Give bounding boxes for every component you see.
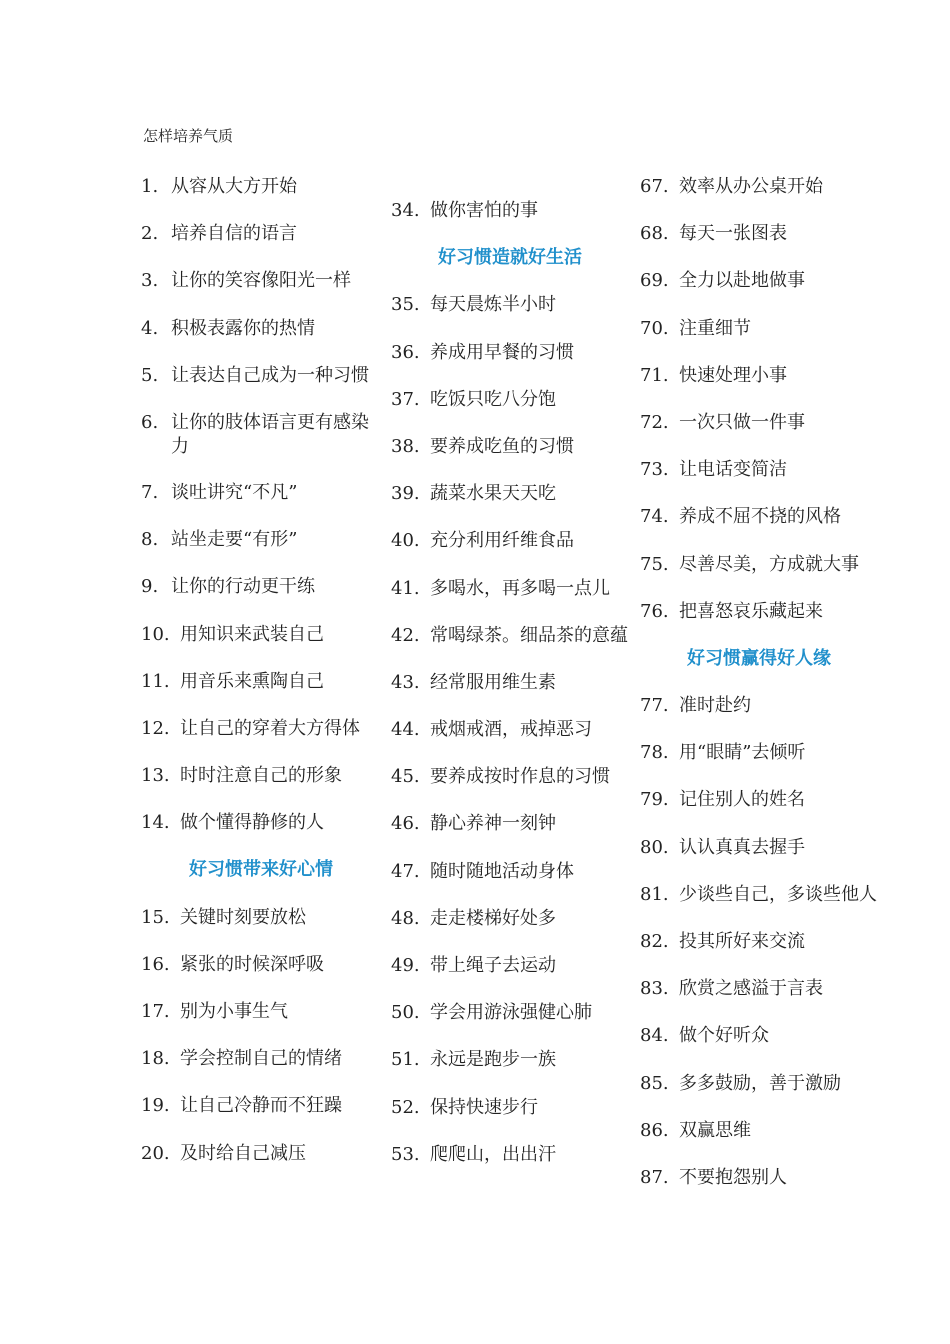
list-item: [391, 386, 641, 433]
list-item: [391, 622, 641, 669]
list-item: [640, 881, 895, 928]
item-number: 48.: [391, 907, 420, 929]
item-number: 84.: [640, 1025, 669, 1047]
list-item: [141, 173, 386, 220]
item-text: 投其所好来交流: [679, 931, 805, 952]
item-text: 关键时刻要放松: [180, 906, 306, 928]
item-text: 别为小事生气: [180, 1001, 288, 1022]
list-item: [141, 315, 386, 362]
item-number: 76.: [640, 600, 669, 622]
list-item: [640, 315, 895, 362]
list-item: [640, 834, 895, 881]
item-text: 不要抱怨别人: [679, 1166, 787, 1188]
item-text: 从容从大方开始: [171, 176, 297, 197]
list-item: [391, 291, 641, 338]
item-text: 做你害怕的事: [430, 200, 538, 221]
item-number: 75.: [640, 553, 669, 575]
item-text: 每天晨炼半小时: [430, 294, 556, 316]
list-item: [141, 762, 386, 809]
item-text: 吃饭只吃八分饱: [430, 388, 556, 410]
item-text: 让你的行动更干练: [171, 576, 315, 598]
item-text: 一次只做一件事: [679, 411, 805, 433]
item-number: 39.: [391, 483, 420, 505]
item-number: 44.: [391, 719, 420, 741]
list-item: [391, 339, 641, 386]
item-number: 69.: [640, 270, 669, 292]
list-item: [141, 904, 386, 951]
list-item: [141, 1045, 386, 1092]
list-item: [391, 905, 641, 952]
list-item: [640, 503, 895, 550]
list-item: [640, 220, 895, 267]
item-number: 11.: [141, 670, 170, 692]
list-item: [391, 763, 641, 810]
item-text: 少谈些自己，多谈些他人: [679, 883, 877, 905]
item-text: 常喝绿茶。细品茶的意蕴: [430, 624, 628, 646]
item-number: 43.: [391, 671, 420, 693]
item-text: 养成用早餐的习惯: [430, 341, 574, 363]
item-text: 让自己的穿着大方得体: [180, 717, 360, 739]
item-number: 78.: [640, 742, 669, 764]
list-item: [391, 858, 641, 905]
column-3: [640, 173, 895, 1211]
item-text: 做个懂得静修的人: [180, 812, 324, 834]
item-text: 多喝水，再多喝一点儿: [430, 577, 610, 599]
list-item: [141, 951, 386, 998]
item-number: 53.: [391, 1143, 420, 1165]
item-number: 12.: [141, 717, 170, 739]
list-item: [141, 1140, 386, 1187]
list-item: [391, 1141, 641, 1188]
item-number: 20.: [141, 1142, 170, 1164]
item-text: 培养自信的语言: [171, 223, 297, 245]
item-text: 多多鼓励，善于激励: [679, 1072, 841, 1094]
list-item: [391, 669, 641, 716]
item-text: 全力以赴地做事: [679, 270, 805, 292]
item-text: 爬爬山，出出汗: [430, 1143, 556, 1165]
item-number: 2.: [141, 223, 159, 245]
list-item: [141, 1092, 386, 1139]
item-text: 随时随地活动身体: [430, 860, 574, 882]
item-text: 做个好听众: [679, 1025, 769, 1047]
item-number: 40.: [391, 530, 420, 552]
item-number: 68.: [640, 223, 669, 245]
item-text: 让你的笑容像阳光一样: [171, 270, 351, 292]
item-number: 15.: [141, 906, 170, 928]
list-item: [141, 267, 386, 314]
section-heading: 好习惯带来好心情: [189, 859, 333, 881]
item-text: 学会用游泳强健心肺: [430, 1002, 592, 1024]
list-item: [640, 975, 895, 1022]
item-number: 3.: [141, 270, 159, 292]
item-text: 永远是跑步一族: [430, 1049, 556, 1071]
list-item: [640, 1022, 895, 1069]
item-text: 戒烟戒酒，戒掉恶习: [430, 719, 592, 741]
list-item: [391, 197, 641, 244]
item-text: 要养成吃鱼的习惯: [430, 435, 574, 457]
list-item: [391, 952, 641, 999]
item-text: 养成不屈不挠的风格: [679, 506, 841, 528]
item-number: 79.: [640, 789, 669, 811]
item-text: 用“眼睛”去倾听: [679, 742, 806, 764]
item-number: 5.: [141, 364, 159, 386]
item-number: 47.: [391, 860, 420, 882]
list-item: [391, 716, 641, 763]
item-text: 记住别人的姓名: [679, 789, 805, 811]
item-text: 让电话变简洁: [679, 459, 787, 481]
item-number: 46.: [391, 813, 420, 835]
item-text: 让自己冷静而不狂躁: [180, 1095, 342, 1117]
item-number: 14.: [141, 812, 170, 834]
list-item: [640, 739, 895, 786]
list-item: [391, 480, 641, 527]
page-title: 怎样培养气质: [143, 127, 234, 145]
item-number: 38.: [391, 435, 420, 457]
item-text: 双赢思维: [679, 1119, 751, 1141]
list-item: [640, 786, 895, 833]
list-item: [391, 999, 641, 1046]
item-number: 71.: [640, 364, 669, 386]
item-number: 81.: [640, 883, 669, 905]
item-number: 72.: [640, 411, 669, 433]
item-text: 用音乐来熏陶自己: [180, 670, 324, 692]
item-number: 83.: [640, 978, 669, 1000]
item-text: 时时注意自己的形象: [180, 765, 342, 787]
list-item: [391, 1094, 641, 1141]
item-number: 85.: [640, 1072, 669, 1094]
item-number: 67.: [640, 176, 669, 197]
list-item: [640, 1070, 895, 1117]
item-text: 谈吐讲究“不凡”: [171, 481, 298, 503]
item-number: 16.: [141, 953, 170, 975]
item-number: 73.: [640, 459, 669, 481]
item-number: 6.: [141, 411, 159, 433]
item-number: 82.: [640, 931, 669, 952]
item-number: 70.: [640, 317, 669, 339]
list-item: [391, 527, 641, 574]
item-text: 让你的肢体语言更有感染力: [171, 411, 369, 457]
list-item: [640, 551, 895, 598]
item-text: 积极表露你的热情: [171, 317, 315, 339]
list-item: [640, 1164, 895, 1211]
item-text: 充分利用纤维食品: [430, 530, 574, 552]
item-number: 42.: [391, 624, 420, 646]
item-number: 37.: [391, 388, 420, 410]
list-item: [141, 621, 386, 668]
list-item: [391, 1046, 641, 1093]
list-item: [640, 1117, 895, 1164]
item-number: 77.: [640, 695, 669, 717]
item-text: 保持快速步行: [430, 1096, 538, 1118]
list-item: [141, 809, 386, 856]
item-text: 欣赏之感溢于言表: [679, 978, 823, 1000]
item-text: 准时赴约: [679, 695, 751, 717]
item-number: 4.: [141, 317, 159, 339]
item-number: 35.: [391, 294, 420, 316]
item-number: 50.: [391, 1002, 420, 1024]
list-item: [141, 526, 386, 573]
list-item: [141, 479, 386, 526]
item-number: 18.: [141, 1048, 170, 1070]
list-item: [141, 998, 386, 1045]
item-text: 紧张的时候深呼吸: [180, 953, 324, 975]
item-number: 9.: [141, 576, 159, 598]
item-number: 74.: [640, 506, 669, 528]
item-text: 经常服用维生素: [430, 671, 556, 693]
list-item: [141, 668, 386, 715]
item-text: 注重细节: [679, 317, 751, 339]
item-text: 静心养神一刻钟: [430, 813, 556, 835]
item-text: 每天一张图表: [679, 223, 787, 245]
item-number: 45.: [391, 766, 420, 788]
item-text: 走走楼梯好处多: [430, 907, 556, 929]
list-item: [640, 692, 895, 739]
item-text: 及时给自己减压: [180, 1142, 306, 1164]
list-item: [640, 267, 895, 314]
item-text: 学会控制自己的情绪: [180, 1048, 342, 1070]
item-text: 尽善尽美，方成就大事: [679, 553, 859, 575]
item-text: 认认真真去握手: [679, 836, 805, 858]
column-2: [391, 197, 641, 1188]
item-text: 用知识来武装自己: [180, 623, 324, 645]
list-item: [141, 573, 386, 620]
list-item: [640, 456, 895, 503]
list-item: [640, 409, 895, 456]
item-text: 让表达自己成为一种习惯: [171, 364, 369, 386]
list-item: [391, 433, 641, 480]
item-number: 13.: [141, 765, 170, 787]
item-text: 效率从办公桌开始: [679, 176, 823, 197]
item-number: 19.: [141, 1095, 170, 1117]
item-number: 41.: [391, 577, 420, 599]
item-number: 51.: [391, 1049, 420, 1071]
item-text: 蔬菜水果天天吃: [430, 483, 556, 505]
item-number: 86.: [640, 1119, 669, 1141]
item-number: 80.: [640, 836, 669, 858]
item-number: 7.: [141, 481, 159, 503]
list-item: [640, 173, 895, 220]
section-heading: 好习惯造就好生活: [438, 247, 582, 269]
item-number: 49.: [391, 955, 420, 976]
list-item: [391, 575, 641, 622]
item-number: 34.: [391, 200, 420, 221]
list-item: [640, 362, 895, 409]
list-item: [141, 220, 386, 267]
list-item: [640, 928, 895, 975]
item-number: 8.: [141, 529, 159, 551]
item-number: 52.: [391, 1096, 420, 1118]
list-item: [141, 715, 386, 762]
item-number: 10.: [141, 623, 170, 645]
item-text: 快速处理小事: [679, 364, 787, 386]
item-number: 1.: [141, 176, 159, 197]
list-item: [640, 598, 895, 645]
list-item: [391, 810, 641, 857]
item-text: 要养成按时作息的习惯: [430, 766, 610, 788]
item-text: 站坐走要“有形”: [171, 529, 298, 551]
list-item: [141, 409, 386, 479]
list-item: [141, 362, 386, 409]
item-text: 带上绳子去运动: [430, 955, 556, 976]
item-number: 87.: [640, 1166, 669, 1188]
item-text: 把喜怒哀乐藏起来: [679, 600, 823, 622]
section-heading: 好习惯赢得好人缘: [687, 647, 831, 669]
item-number: 17.: [141, 1001, 170, 1022]
column-1: [141, 173, 386, 1187]
item-number: 36.: [391, 341, 420, 363]
